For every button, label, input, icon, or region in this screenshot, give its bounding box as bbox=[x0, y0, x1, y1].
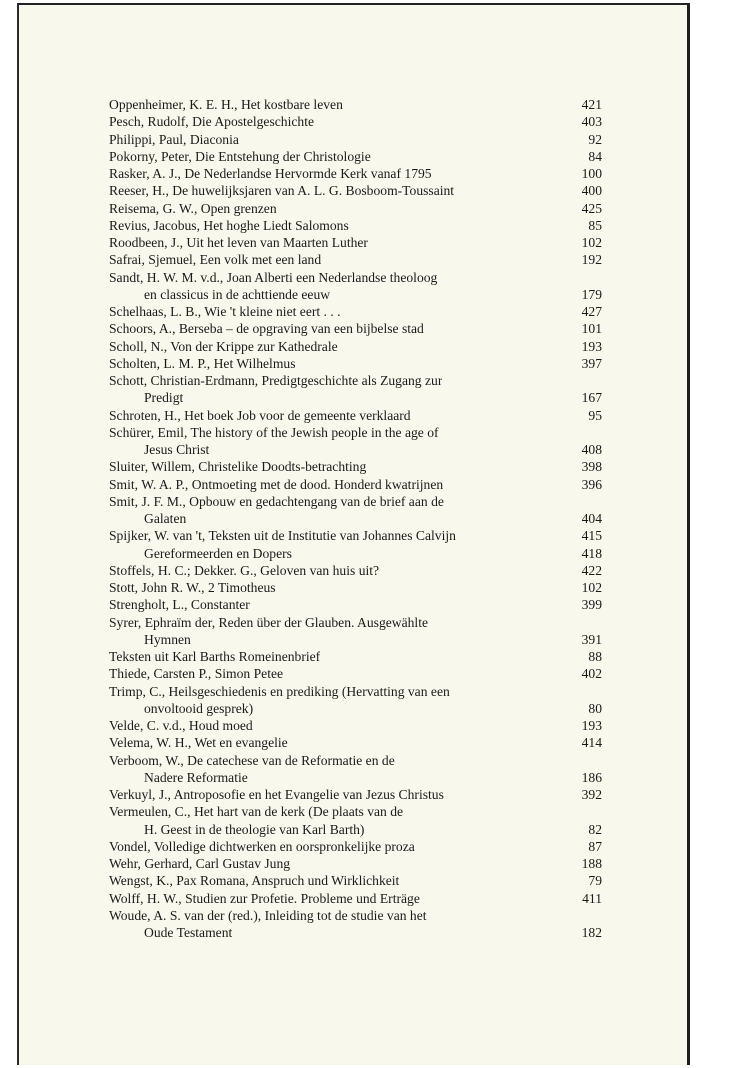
entry-title: Vondel, Volledige dichtwerken en oorspronkelijke proza bbox=[109, 838, 415, 854]
entry-page-number: 92 bbox=[588, 131, 602, 147]
entry-line bbox=[109, 476, 602, 493]
entry-title: Safrai, Sjemuel, Een volk met een land bbox=[109, 252, 322, 268]
entry-continuation-line bbox=[109, 769, 602, 786]
entry-line bbox=[109, 303, 602, 320]
index-entry bbox=[109, 786, 602, 803]
entry-page-number: 100 bbox=[581, 166, 602, 181]
entry-page-number: 421 bbox=[581, 97, 602, 112]
index-entry bbox=[109, 251, 602, 268]
entry-page-number: 396 bbox=[581, 476, 602, 492]
entry-title: Verkuyl, J., Antroposofie en het Evangelie van Jezus Christus bbox=[109, 787, 444, 802]
entry-line bbox=[109, 614, 602, 631]
entry-line bbox=[109, 683, 602, 700]
index-entry bbox=[109, 614, 602, 649]
entry-line bbox=[109, 648, 602, 665]
index-entry bbox=[109, 165, 602, 182]
entry-page-number: 87 bbox=[588, 838, 602, 854]
entry-line bbox=[109, 545, 602, 562]
index-entry bbox=[109, 545, 602, 562]
entry-page-number: 397 bbox=[581, 355, 602, 371]
entry-line bbox=[109, 338, 602, 355]
entry-line bbox=[109, 96, 602, 113]
entry-page-number: 84 bbox=[588, 148, 602, 164]
entry-title: onvoltooid gesprek) bbox=[144, 700, 254, 716]
index-entry bbox=[109, 752, 602, 787]
index-list bbox=[109, 96, 602, 941]
entry-title: Rasker, A. J., De Nederlandse Hervormde Kerk vanaf 1795 bbox=[109, 166, 432, 181]
entry-page-number: 399 bbox=[581, 597, 602, 613]
index-entry bbox=[109, 182, 602, 199]
entry-page-number: 400 bbox=[581, 183, 602, 199]
entry-continuation-line bbox=[109, 510, 602, 527]
entry-title: Syrer, Ephraïm der, Reden über der Glauben. Ausgewählte bbox=[109, 614, 429, 630]
entry-title: Jesus Christ bbox=[144, 442, 210, 457]
entry-continuation-line bbox=[109, 821, 602, 838]
index-entry bbox=[109, 562, 602, 579]
entry-line bbox=[109, 907, 602, 924]
index-entry bbox=[109, 234, 602, 251]
entry-page-number: 80 bbox=[588, 700, 602, 716]
entry-title: Galaten bbox=[144, 511, 187, 526]
entry-page-number: 392 bbox=[581, 787, 602, 802]
index-entry bbox=[109, 596, 602, 613]
entry-title: Sandt, H. W. M. v.d., Joan Alberti een Nederlandse theoloog bbox=[109, 269, 438, 285]
entry-title: Teksten uit Karl Barths Romeinenbrief bbox=[109, 649, 321, 664]
entry-title: Scholten, L. M. P., Het Wilhelmus bbox=[109, 355, 296, 371]
index-entry bbox=[109, 269, 602, 304]
entry-title: Woude, A. S. van der (red.), Inleiding tot de studie van het bbox=[109, 907, 427, 923]
index-entry bbox=[109, 372, 602, 407]
entry-page-number: 79 bbox=[588, 873, 602, 889]
entry-line bbox=[109, 665, 602, 682]
entry-title: Velde, C. v.d., Houd moed bbox=[109, 718, 253, 733]
entry-page-number: 415 bbox=[581, 528, 602, 544]
entry-title: Wengst, K., Pax Romana, Anspruch und Wirklichkeit bbox=[109, 873, 400, 889]
entry-line bbox=[109, 424, 602, 441]
entry-continuation-line bbox=[109, 389, 602, 406]
entry-line bbox=[109, 217, 602, 234]
entry-line bbox=[109, 752, 602, 769]
entry-line bbox=[109, 562, 602, 579]
entry-page-number: 408 bbox=[581, 442, 602, 457]
index-entry bbox=[109, 734, 602, 751]
entry-title: Hymnen bbox=[144, 631, 191, 647]
index-entry bbox=[109, 579, 602, 596]
entry-title: Reeser, H., De huwelijksjaren van A. L. G. Bosboom-Toussaint bbox=[109, 183, 455, 199]
index-entry bbox=[109, 113, 602, 130]
entry-title: Predigt bbox=[144, 390, 184, 406]
index-entry bbox=[109, 303, 602, 320]
entry-line bbox=[109, 872, 602, 889]
entry-line bbox=[109, 493, 602, 510]
entry-line bbox=[109, 165, 602, 182]
entry-page-number: 427 bbox=[581, 304, 602, 319]
entry-title: Nadere Reformatie bbox=[144, 769, 248, 785]
entry-continuation-line bbox=[109, 631, 602, 648]
index-entry bbox=[109, 355, 602, 372]
entry-page-number: 425 bbox=[581, 200, 602, 216]
index-entry bbox=[109, 803, 602, 838]
entry-line bbox=[109, 890, 602, 907]
index-entry bbox=[109, 855, 602, 872]
entry-title: Vermeulen, C., Het hart van de kerk (De plaats van de bbox=[109, 804, 404, 820]
entry-line bbox=[109, 838, 602, 855]
entry-page-number: 404 bbox=[581, 511, 602, 526]
index-entry bbox=[109, 476, 602, 493]
entry-page-number: 182 bbox=[581, 925, 602, 940]
entry-line bbox=[109, 182, 602, 199]
entry-page-number: 102 bbox=[581, 235, 602, 250]
index-entry bbox=[109, 407, 602, 424]
entry-page-number: 414 bbox=[581, 735, 602, 751]
entry-continuation-line bbox=[109, 924, 602, 941]
index-entry bbox=[109, 217, 602, 234]
entry-line bbox=[109, 148, 602, 165]
entry-title: Spijker, W. van 't, Teksten uit de Institutie van Johannes Calvijn bbox=[109, 528, 456, 544]
index-entry bbox=[109, 458, 602, 475]
index-entry bbox=[109, 96, 602, 113]
entry-page-number: 398 bbox=[581, 459, 602, 475]
entry-title: Wolff, H. W., Studien zur Profetie. Probleme und Erträge bbox=[109, 890, 420, 906]
entry-page-number: 192 bbox=[581, 252, 602, 268]
entry-page-number: 403 bbox=[581, 114, 602, 130]
index-entry bbox=[109, 338, 602, 355]
index-entry bbox=[109, 665, 602, 682]
index-entry bbox=[109, 872, 602, 889]
entry-line bbox=[109, 320, 602, 337]
index-entry bbox=[109, 648, 602, 665]
entry-title: Schelhaas, L. B., Wie 't kleine niet eert . . . bbox=[109, 304, 341, 319]
entry-title: Velema, W. H., Wet en evangelie bbox=[109, 735, 288, 751]
entry-title: Stott, John R. W., 2 Timotheus bbox=[109, 580, 276, 595]
entry-title: Pesch, Rudolf, Die Apostelgeschichte bbox=[109, 114, 315, 130]
entry-page-number: 101 bbox=[581, 321, 602, 337]
entry-page-number: 88 bbox=[588, 649, 602, 664]
entry-line bbox=[109, 596, 602, 613]
entry-title: Verboom, W., De catechese van de Reformatie en de bbox=[109, 752, 395, 768]
index-entry bbox=[109, 890, 602, 907]
index-entry bbox=[109, 131, 602, 148]
entry-line bbox=[109, 355, 602, 372]
entry-title: Schoors, A., Berseba – de opgraving van een bijbelse stad bbox=[109, 321, 424, 337]
entry-line bbox=[109, 131, 602, 148]
entry-continuation-line bbox=[109, 700, 602, 717]
entry-title: Schürer, Emil, The history of the Jewish people in the age of bbox=[109, 424, 439, 440]
entry-page-number: 85 bbox=[588, 217, 602, 233]
entry-title: Philippi, Paul, Diaconia bbox=[109, 131, 239, 147]
entry-page-number: 391 bbox=[581, 631, 602, 647]
entry-page-number: 193 bbox=[581, 338, 602, 354]
entry-title: Scholl, N., Von der Krippe zur Kathedrale bbox=[109, 338, 338, 354]
index-entry bbox=[109, 838, 602, 855]
entry-line bbox=[109, 200, 602, 217]
entry-page-number: 411 bbox=[582, 890, 602, 906]
entry-line bbox=[109, 579, 602, 596]
entry-line bbox=[109, 734, 602, 751]
entry-page-number: 167 bbox=[581, 390, 602, 406]
entry-line bbox=[109, 269, 602, 286]
entry-line bbox=[109, 407, 602, 424]
entry-title: Stoffels, H. C.; Dekker. G., Geloven van huis uit? bbox=[109, 562, 380, 578]
entry-title: Oppenheimer, K. E. H., Het kostbare leven bbox=[109, 97, 343, 112]
index-entry bbox=[109, 148, 602, 165]
entry-line bbox=[109, 372, 602, 389]
entry-page-number: 186 bbox=[581, 769, 602, 785]
entry-title: Wehr, Gerhard, Carl Gustav Jung bbox=[109, 856, 291, 871]
index-entry bbox=[109, 424, 602, 459]
entry-line bbox=[109, 234, 602, 251]
entry-line bbox=[109, 855, 602, 872]
entry-page-number: 193 bbox=[581, 718, 602, 733]
entry-title: Roodbeen, J., Uit het leven van Maarten Luther bbox=[109, 235, 368, 250]
entry-title: Reisema, G. W., Open grenzen bbox=[109, 200, 277, 216]
entry-title: Revius, Jacobus, Het hoghe Liedt Salomons bbox=[109, 217, 349, 233]
entry-page-number: 422 bbox=[581, 562, 602, 578]
entry-page-number: 102 bbox=[581, 580, 602, 595]
entry-title: Strengholt, L., Constanter bbox=[109, 597, 250, 613]
entry-title: en classicus in de achttiende eeuw bbox=[144, 286, 331, 302]
entry-line bbox=[109, 717, 602, 734]
entry-page-number: 418 bbox=[581, 545, 602, 561]
entry-title: Smit, J. F. M., Opbouw en gedachtengang van de brief aan de bbox=[109, 493, 444, 509]
entry-line bbox=[109, 786, 602, 803]
entry-page-number: 82 bbox=[588, 821, 602, 837]
entry-page-number: 188 bbox=[581, 856, 602, 871]
entry-page-number: 95 bbox=[588, 407, 602, 423]
index-entry bbox=[109, 200, 602, 217]
index-entry bbox=[109, 907, 602, 942]
entry-line bbox=[109, 527, 602, 544]
entry-title: Schott, Christian-Erdmann, Predigtgeschichte als Zugang zur bbox=[109, 373, 443, 388]
entry-title: Thiede, Carsten P., Simon Petee bbox=[109, 666, 284, 682]
index-entry bbox=[109, 527, 602, 544]
entry-page-number: 179 bbox=[581, 286, 602, 302]
entry-title: Sluiter, Willem, Christelike Doodts-betrachting bbox=[109, 459, 367, 475]
entry-title: Trimp, C., Heilsgeschiedenis en prediking (Hervatting van een bbox=[109, 683, 450, 699]
index-entry bbox=[109, 320, 602, 337]
index-entry bbox=[109, 493, 602, 528]
entry-continuation-line bbox=[109, 286, 602, 303]
entry-title: Smit, W. A. P., Ontmoeting met de dood. Honderd kwatrijnen bbox=[109, 476, 444, 492]
entry-title: H. Geest in de theologie van Karl Barth) bbox=[144, 821, 365, 837]
index-entry bbox=[109, 683, 602, 718]
index-entry bbox=[109, 717, 602, 734]
entry-title: Pokorny, Peter, Die Entstehung der Christologie bbox=[109, 148, 371, 164]
entry-title: Gereformeerden en Dopers bbox=[144, 545, 292, 561]
entry-page-number: 402 bbox=[581, 666, 602, 682]
entry-title: Schroten, H., Het boek Job voor de gemeente verklaard bbox=[109, 407, 411, 423]
entry-line bbox=[109, 803, 602, 820]
entry-line bbox=[109, 458, 602, 475]
entry-line bbox=[109, 251, 602, 268]
entry-title: Oude Testament bbox=[144, 925, 233, 940]
entry-line bbox=[109, 113, 602, 130]
entry-continuation-line bbox=[109, 441, 602, 458]
